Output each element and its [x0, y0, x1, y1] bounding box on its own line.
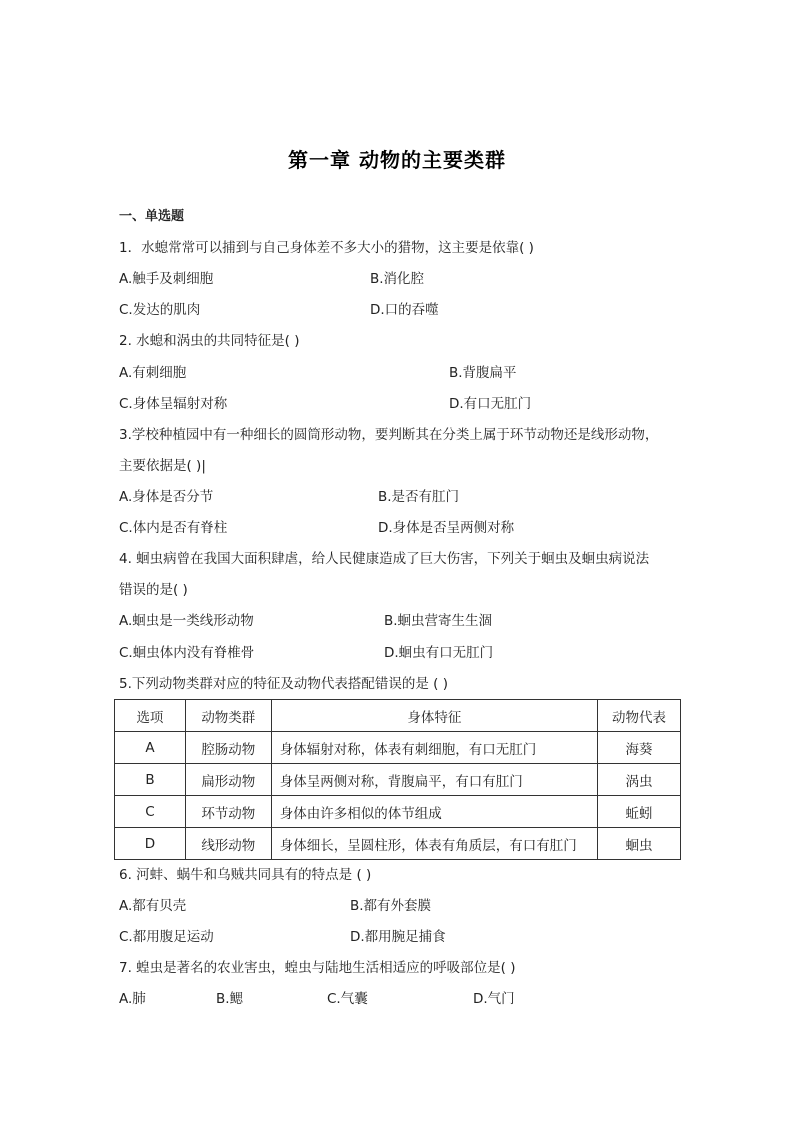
table-header-row: [115, 700, 681, 732]
question-2-option-b: B.背腹扁平: [449, 365, 517, 381]
question-2-option-c: C.身体呈辐射对称: [119, 396, 228, 412]
table-cell-option: B: [115, 764, 186, 796]
table-row: [115, 764, 681, 796]
table-cell-example: 蛔虫: [598, 828, 681, 860]
table-cell-feature: 身体细长，呈圆柱形，体表有角质层，有口有肛门: [271, 828, 597, 860]
table-cell-group: 腔肠动物: [185, 732, 271, 764]
question-3-option-b: B.是否有肛门: [378, 489, 460, 505]
question-2-option-d: D.有口无肛门: [449, 396, 532, 412]
question-6-stem: 6. 河蚌、蜗牛和乌贼共同具有的特点是 ( ): [119, 867, 372, 883]
table-cell-option: C: [115, 796, 186, 828]
question-6-option-a: A.都有贝壳: [119, 898, 187, 914]
question-2-option-a: A.有刺细胞: [119, 365, 187, 381]
table-cell-example: 海葵: [598, 732, 681, 764]
question-1-option-c: C.发达的肌肉: [119, 302, 201, 318]
question-3-stem-line1: 3.学校种植园中有一种细长的圆筒形动物，要判断其在分类上属于环节动物还是线形动物，: [119, 427, 659, 443]
table-cell-group: 线形动物: [185, 828, 271, 860]
section-heading: 一、单选题: [119, 209, 185, 224]
question-7-option-c: C.气囊: [327, 991, 368, 1007]
table-cell-feature: 身体由许多相似的体节组成: [271, 796, 597, 828]
question-3-option-d: D.身体是否呈两侧对称: [378, 520, 515, 536]
table-cell-feature: 身体呈两侧对称，背腹扁平，有口有肛门: [271, 764, 597, 796]
question-7-stem: 7. 蝗虫是著名的农业害虫，蝗虫与陆地生活相适应的呼吸部位是( ): [119, 960, 516, 976]
table-header-cell: 身体特征: [271, 700, 597, 732]
table-cell-example: 蚯蚓: [598, 796, 681, 828]
question-3-option-a: A.身体是否分节: [119, 489, 214, 505]
table-cell-group: 环节动物: [185, 796, 271, 828]
question-1-stem: 1．水螅常常可以捕到与自己身体差不多大小的猎物，这主要是依靠( ): [119, 240, 534, 256]
question-4-option-a: A.蛔虫是一类线形动物: [119, 613, 254, 629]
question-5-stem: 5.下列动物类群对应的特征及动物代表搭配错误的是 ( ): [119, 676, 448, 692]
question-4-option-c: C.蛔虫体内没有脊椎骨: [119, 645, 255, 661]
question-4-option-d: D.蛔虫有口无肛门: [384, 645, 494, 661]
table-cell-group: 扁形动物: [185, 764, 271, 796]
question-3-option-c: C.体内是否有脊柱: [119, 520, 228, 536]
question-6-option-d: D.都用腕足捕食: [350, 929, 446, 945]
question-4-stem-line1: 4. 蛔虫病曾在我国大面积肆虐，给人民健康造成了巨大伤害，下列关于蛔虫及蛔虫病说法: [119, 551, 650, 567]
question-7-option-d: D.气门: [473, 991, 515, 1007]
question-4-stem-line2: 错误的是( ): [119, 582, 188, 598]
question-7-option-b: B.鳃: [216, 991, 244, 1007]
question-6-option-b: B.都有外套膜: [350, 898, 432, 914]
table-cell-option: A: [115, 732, 186, 764]
table-cell-example: 涡虫: [598, 764, 681, 796]
table-row: [115, 796, 681, 828]
question-2-stem: 2. 水螅和涡虫的共同特征是( ): [119, 333, 300, 349]
question-1-option-d: D.口的吞噬: [370, 302, 439, 318]
question-1-option-b: B.消化腔: [370, 271, 425, 287]
table-header-cell: 选项: [115, 700, 186, 732]
question-1-option-a: A.触手及刺细胞: [119, 271, 214, 287]
table-row: [115, 732, 681, 764]
question-7-option-a: A.肺: [119, 991, 146, 1007]
table-header-cell: 动物代表: [598, 700, 681, 732]
question-6-option-c: C.都用腹足运动: [119, 929, 214, 945]
question-5-table: [114, 699, 681, 860]
question-3-stem-line2: 主要依据是( )|: [119, 458, 206, 474]
table-header-cell: 动物类群: [185, 700, 271, 732]
table-cell-feature: 身体辐射对称，体表有刺细胞，有口无肛门: [271, 732, 597, 764]
page-title: 第一章 动物的主要类群: [288, 148, 506, 172]
question-4-option-b: B.蛔虫营寄生生涸: [384, 613, 493, 629]
table-row: [115, 828, 681, 860]
table-cell-option: D: [115, 828, 186, 860]
